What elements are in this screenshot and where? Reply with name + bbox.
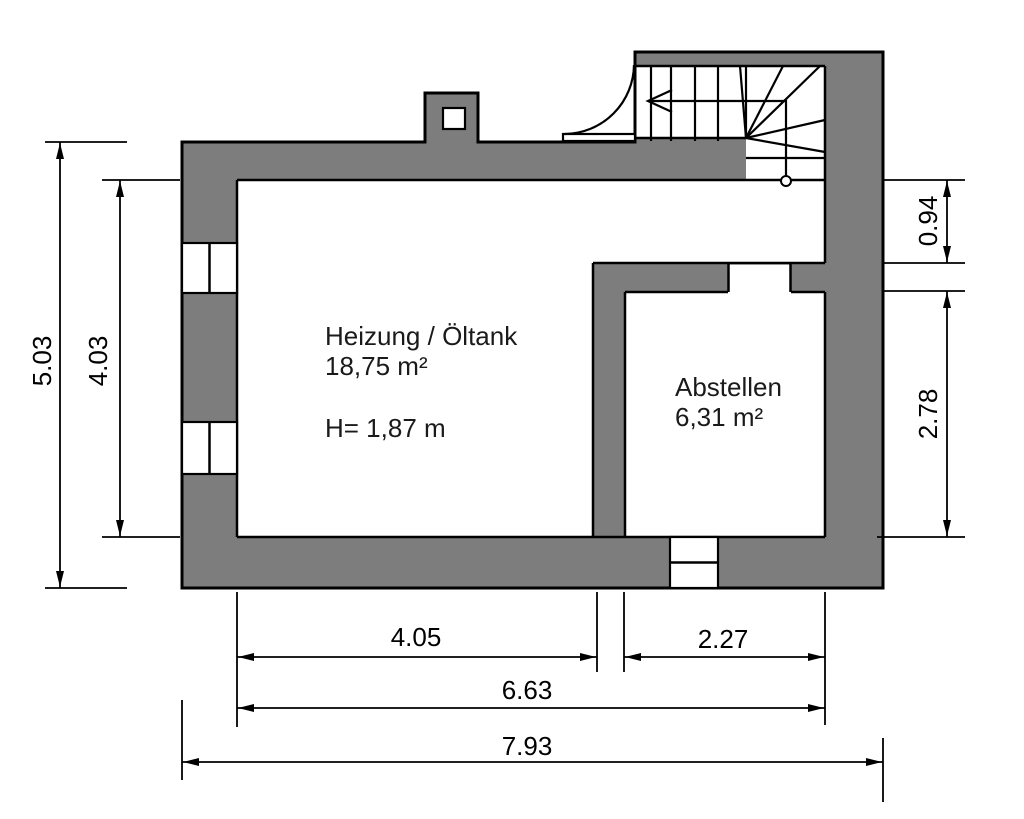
dimension-left-inner [83, 180, 180, 537]
dim-arrow-down [56, 571, 64, 587]
wall-outlines [182, 52, 883, 588]
dim-arrow-left [238, 653, 254, 661]
entry-door-leaf [563, 134, 635, 141]
dimension-bottom-inner [237, 675, 825, 712]
dim-label-abstellen-depth: 2.78 [913, 388, 944, 440]
wall-under-stair [635, 138, 746, 180]
wall-interior-vertical [593, 263, 625, 537]
dim-arrow-down [943, 520, 951, 536]
dim-arrow-down [943, 246, 951, 262]
dim-label-abstellen-width: 2.27 [697, 624, 749, 654]
dimension-bottom-heizung [237, 622, 597, 661]
dim-arrow-right [866, 758, 882, 766]
wall-left [182, 142, 237, 588]
room-label-abstellen: Abstellen [675, 372, 782, 402]
abstellen-door-gap [730, 265, 790, 294]
dim-label-passage: 0.94 [913, 195, 944, 247]
dimension-right-abstellen [877, 291, 965, 537]
dim-arrow-up [943, 292, 951, 308]
chimney-flue [443, 108, 465, 129]
dim-arrow-up [943, 181, 951, 197]
room-labels [325, 321, 782, 443]
dimension-right-passage [883, 180, 965, 263]
dim-arrow-left [625, 653, 641, 661]
dim-label-inner-height: 4.03 [83, 335, 114, 387]
room-height-note-heizung: H= 1,87 m [325, 413, 446, 443]
dim-arrow-up [56, 143, 64, 159]
dim-arrow-left [238, 704, 254, 712]
room-label-heizung: Heizung / Öltank [325, 321, 518, 351]
dim-arrow-down [116, 520, 124, 536]
outer-contour [182, 52, 883, 588]
wall-top [182, 142, 635, 180]
dim-label-outer-height: 5.03 [27, 335, 58, 387]
stair-walk-line-start [781, 176, 791, 186]
entry-door-swing-arc [565, 65, 634, 134]
dim-arrow-right [808, 653, 824, 661]
dimension-bottom-outer [182, 731, 883, 766]
dim-label-heizung-width: 4.05 [390, 622, 442, 652]
dim-arrow-left [183, 758, 199, 766]
dim-label-inner-width: 6.63 [501, 675, 553, 705]
dim-arrow-right [808, 704, 824, 712]
walls [182, 52, 883, 588]
wall-right [825, 52, 883, 588]
dim-arrow-up [116, 181, 124, 197]
wall-bottom [182, 537, 883, 588]
dim-arrow-right [580, 653, 596, 661]
room-area-abstellen: 6,31 m² [675, 402, 764, 432]
dimension-bottom-abstellen [624, 624, 825, 661]
room-area-heizung: 18,75 m² [325, 351, 428, 381]
wall-stair-enclosure-top [635, 52, 825, 65]
dim-label-outer-width: 7.93 [501, 731, 553, 761]
